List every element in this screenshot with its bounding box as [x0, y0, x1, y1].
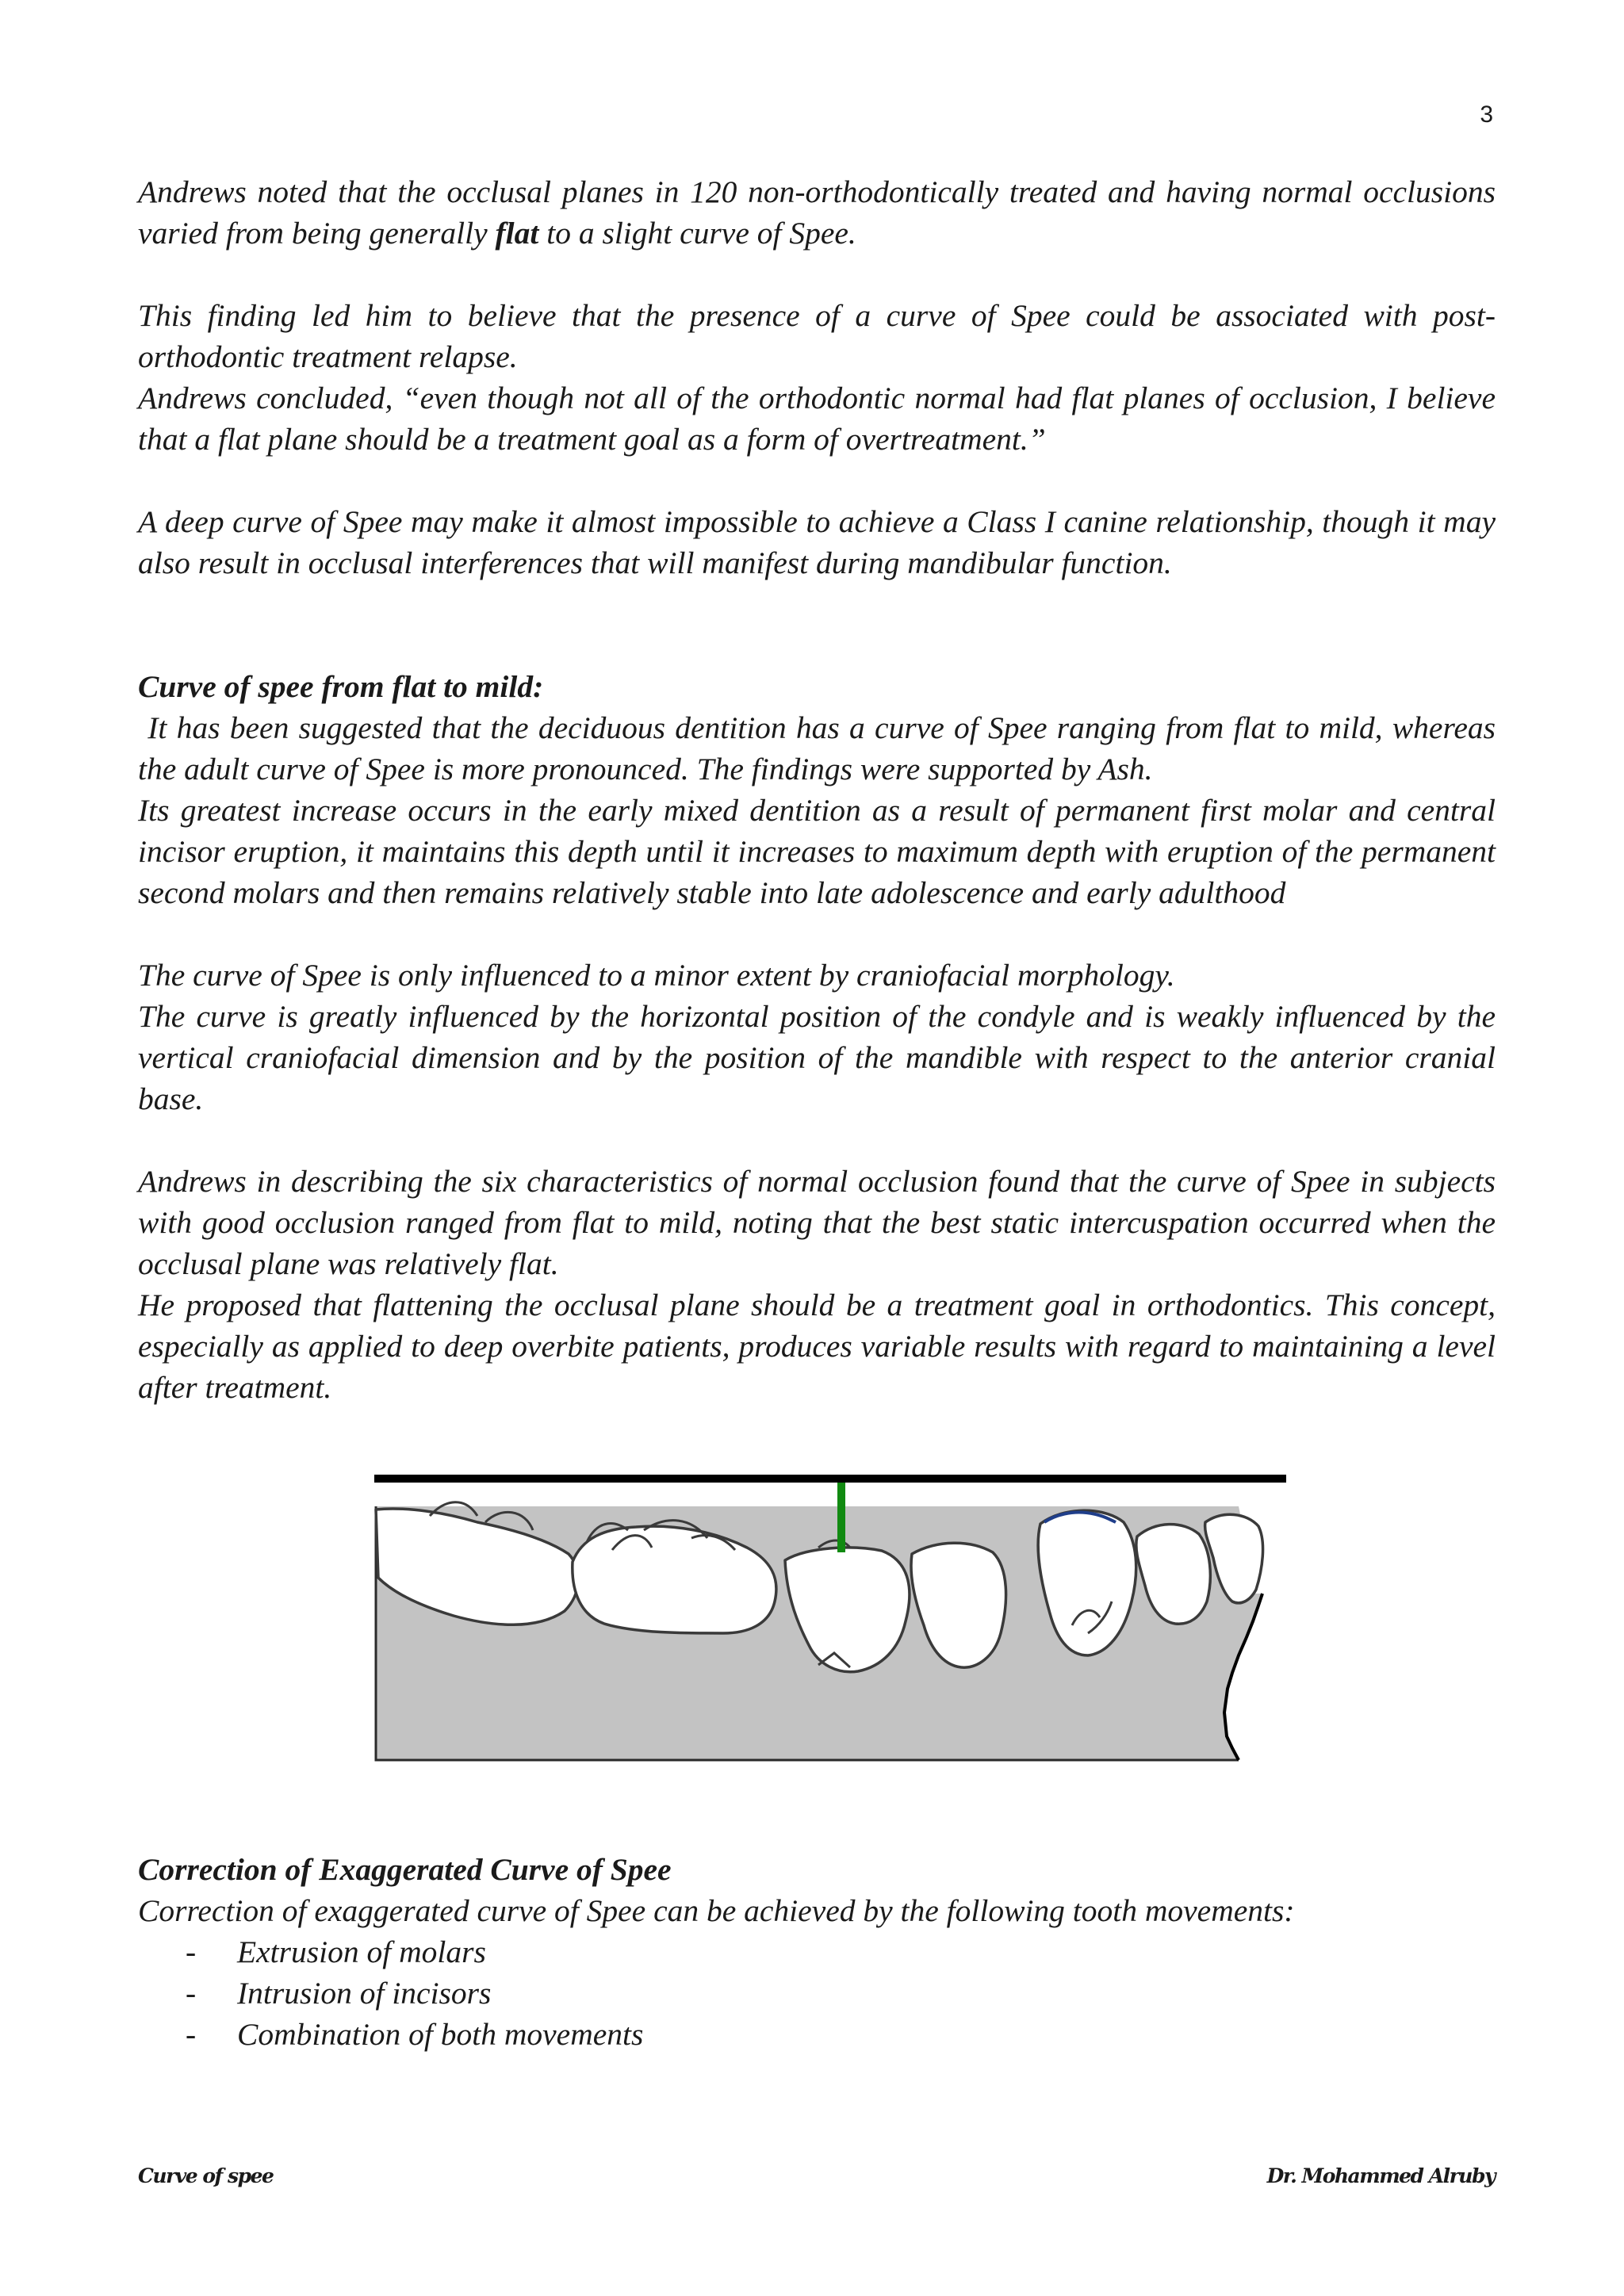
paragraph-finding: This finding led him to believe that the presence of a curve of Spee could be associated with post-orthodontic treatment relapse.: [138, 298, 1496, 374]
list-item: [138, 1973, 1496, 2014]
dash-bullet: -: [186, 1934, 197, 1969]
paragraph-six-characteristics: Andrews in describing the six characteristics of normal occlusion found that the curve of Spee in subjects with good occlusion ranged from flat to mild, noting that the best static intercuspation occurred when the occlusal plane was relatively flat.: [138, 1164, 1496, 1281]
paragraph-text: Andrews noted that the occlusal planes in 120 non-orthodontically treated and having normal occlusions varied from being generally: [138, 174, 1496, 251]
heading-correction: Correction of Exaggerated Curve of Spee: [138, 1852, 672, 1887]
paragraph-text: to a slight curve of Spee.: [538, 216, 856, 251]
list-item: [138, 2014, 1496, 2055]
paragraph-deep-curve: A deep curve of Spee may make it almost impossible to achieve a Class I canine relationship, though it may also result in occlusal interferences that will manifest during mandibular function.: [138, 504, 1496, 580]
list-item: [138, 1931, 1496, 1973]
footer-title: Curve of spee: [138, 2164, 274, 2187]
paragraph-andrews-noted: [138, 171, 1496, 254]
paragraph-andrews-concluded: Andrews concluded, “even though not all of the orthodontic normal had flat planes of occlusion, I believe that a flat plane should be a treatment goal as a form of overtreatment.”: [138, 381, 1496, 457]
paragraph-craniofacial: The curve of Spee is only influenced to a minor extent by craniofacial morphology.: [138, 958, 1175, 993]
dash-bullet: -: [186, 2017, 197, 2052]
paragraph-deciduous: It has been suggested that the deciduous dentition has a curve of Spee ranging from flat to mild, whereas the adult curve of Spee is more pronounced. The findings were supported by Ash.: [138, 710, 1503, 786]
list-item-text: Intrusion of incisors: [237, 1976, 492, 2011]
curve-depth-marker: [837, 1483, 845, 1552]
list-item-text: Combination of both movements: [237, 2017, 644, 2052]
tooth-movements-list: [138, 1931, 1496, 2055]
occlusal-plane-line: [374, 1475, 1286, 1483]
page-content: [138, 171, 1503, 2055]
paragraph-greatest-increase: Its greatest increase occurs in the early mixed dentition as a result of permanent first molar and central incisor eruption, it maintains this depth until it increases to maximum depth with eruption of the permanent second molars and then remains relatively stable into late adolescence and early adulthood: [138, 793, 1496, 910]
page-number: 3: [1480, 101, 1493, 128]
paragraph-flattening: He proposed that flattening the occlusal plane should be a treatment goal in orthodontics. This concept, especially as applied to deep overbite patients, produces variable results with regard to maintaining a level after treatment.: [138, 1288, 1496, 1405]
list-item-text: Extrusion of molars: [237, 1934, 486, 1969]
dash-bullet: -: [186, 1976, 197, 2011]
paragraph-correction-intro: Correction of exaggerated curve of Spee can be achieved by the following tooth movements:: [138, 1893, 1295, 1928]
heading-flat-to-mild: Curve of spee from flat to mild:: [138, 669, 544, 704]
footer-author: Dr. Mohammed Alruby: [1266, 2164, 1495, 2187]
figure-container: [138, 1475, 1496, 1768]
curve-of-spee-diagram: [374, 1475, 1286, 1768]
paragraph-condyle: The curve is greatly influenced by the horizontal position of the condyle and is weakly influenced by the vertical craniofacial dimension and by the position of the mandible with respect to the anterior cranial base.: [138, 999, 1496, 1116]
bold-flat: flat: [495, 216, 539, 251]
